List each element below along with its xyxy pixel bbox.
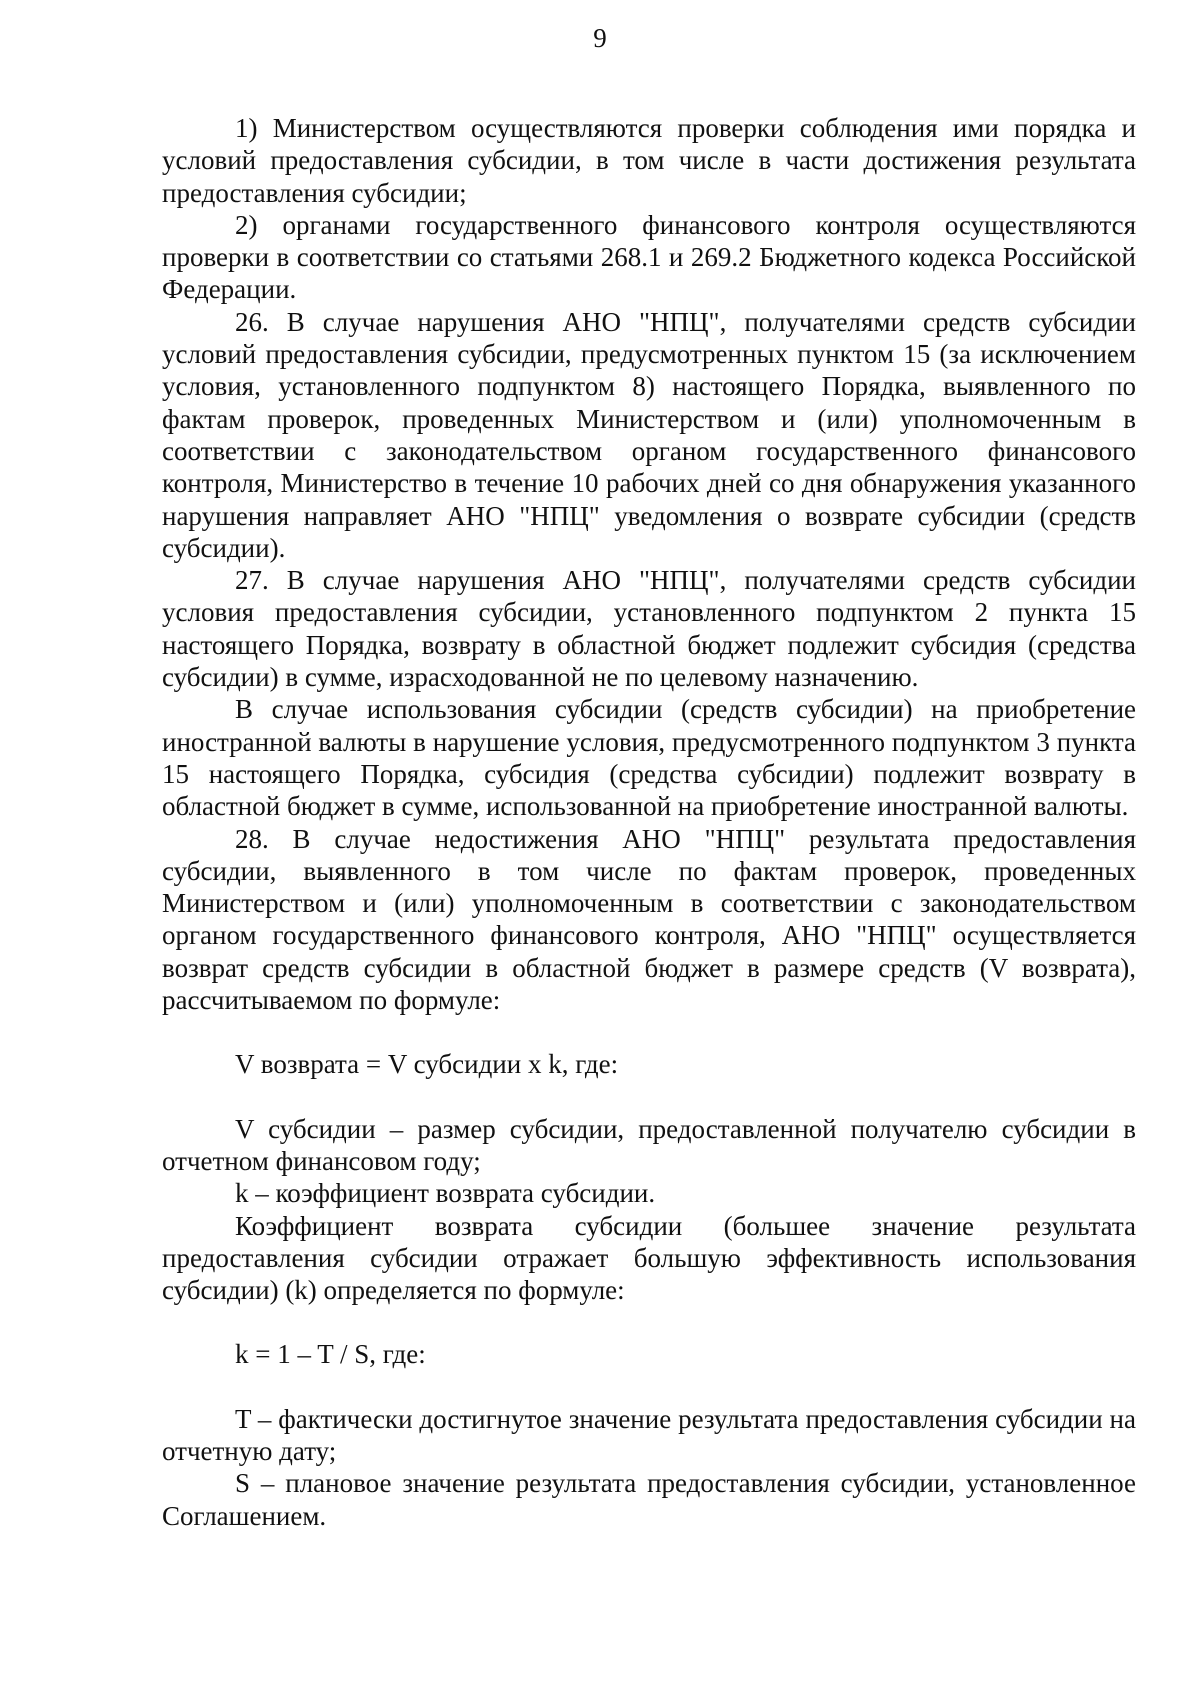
spacer — [162, 1371, 1136, 1403]
definition-v-subsidy: V субсидии – размер субсидии, предоставленной получателю субсидии в отчетном финансовом году; — [162, 1113, 1136, 1176]
definition-s: S – плановое значение результата предоставления субсидии, установленное Соглашением. — [162, 1468, 1136, 1531]
paragraph-item-1: 1) Министерством осуществляются проверки соблюдения ими порядка и условий предоставления субсидии, в том числе в части достижения результата предоставления субсидии; — [162, 113, 1136, 208]
page-number: 9 — [593, 23, 607, 53]
paragraph-item-2: 2) органами государственного финансового контроля осуществляются проверки в соответствии со статьями 268.1 и 269.2 Бюджетного кодекса Российской Федерации. — [162, 209, 1136, 305]
paragraph-27-foreign-currency: В случае использования субсидии (средств субсидии) на приобретение иностранной валюты в нарушение условия, предусмотренного подпунктом 3 пункта 15 настоящего Порядка, субсидия (средства субсидии) подлежит возврату в областной бюджет в сумме, использованной на приобретение иностранной валюты. — [162, 694, 1136, 822]
spacer — [162, 1081, 1136, 1113]
paragraph-coefficient: Коэффициент возврата субсидии (большее значение результата предоставления субсидии отражает большую эффективность использования субсидии) (k) определяется по формуле: — [162, 1210, 1136, 1306]
paragraph-27: 27. В случае нарушения АНО "НПЦ", получателями средств субсидии условия предоставления субсидии, установленного подпунктом 2 пункта 15 настоящего Порядка, возврату в областной бюджет подлежит субсидия (средства субсидии) в сумме, израсходованной не по целевому назначению. — [162, 565, 1136, 693]
paragraph-28: 28. В случае недостижения АНО "НПЦ" результата предоставления субсидии, выявленного в том числе по фактам проверок, проведенных Министерством и (или) уполномоченным в соответствии с законодательством органом государственного финансового контроля, АНО "НПЦ" осуществляется возврат средств субсидии в областной бюджет в размере средств (V возврата), рассчитываемом по формуле: — [162, 823, 1136, 1016]
document-body — [162, 112, 1136, 1532]
formula-return-amount: V возврата = V субсидии x k, где: — [235, 1049, 619, 1080]
spacer — [162, 1306, 1136, 1338]
definition-k: k – коэффициент возврата субсидии. — [235, 1178, 656, 1209]
definition-t: T – фактически достигнутое значение результата предоставления субсидии на отчетную дату; — [162, 1403, 1136, 1466]
formula-coefficient: k = 1 – T / S, где: — [235, 1339, 426, 1370]
paragraph-26: 26. В случае нарушения АНО "НПЦ", получателями средств субсидии условий предоставления субсидии, предусмотренных пунктом 15 (за исключением условия, установленного подпунктом 8) настоящего Порядка, выявленного по фактам проверок, проведенных Министерством и (или) уполномоченным в соответствии с законодательством органом государственного финансового контроля, Министерство в течение 10 рабочих дней со дня обнаружения указанного нарушения направляет АНО "НПЦ" уведомления о возврате субсидии (средств субсидии). — [162, 306, 1136, 563]
spacer — [162, 1016, 1136, 1048]
